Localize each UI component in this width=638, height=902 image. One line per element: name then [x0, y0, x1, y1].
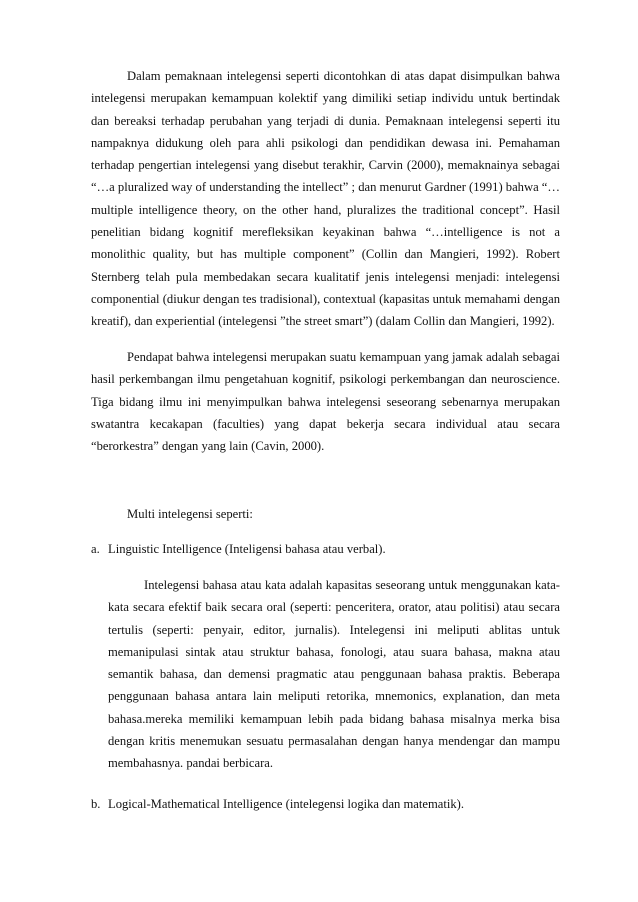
list-item-a-body: Intelegensi bahasa atau kata adalah kapasitas seseorang untuk menggunakan kata-kata secara efektif baik secara oral (seperti: penceritera, orator, atau politisi) atau secara tertulis (seperti: penyair, editor, jurnalis). Intelegensi ini meliputi ablitas untuk memanipulasi sintak atau struktur bahasa, fonologi, atau suara bahasa, makna atau semantik bahasa, dan demensi pragmatic atau penggunaan bahasa praktis. Beberapa penggunaan bahasa antara lain meliputi retorika, mnemonics, explanation, dan meta bahasa.mereka memiliki kemampuan lebih pada bidang bahasa misalnya merka bisa dengan kritis menemukan sesuatu permasalahan dengan hanya mendengar dan mampu membahasnya. pandai berbicara.: [108, 578, 560, 771]
list-marker-a: a.: [91, 542, 100, 556]
list-item-b: [91, 793, 560, 815]
paragraph-3: Multi intelegensi seperti:: [127, 507, 253, 521]
paragraph-2: Pendapat bahwa intelegensi merupakan suatu kemampuan yang jamak adalah sebagai hasil perkembangan ilmu pengetahuan kognitif, psikologi perkembangan dan neuroscience. Tiga bidang ilmu ini menyimpulkan bahwa intelegensi seseorang sebenarnya merupakan swatantra kecakapan (faculties) yang dapat bekerja secara individual atau secara “berorkestra” dengan yang lain (Cavin, 2000).: [91, 350, 560, 454]
list-item-b-title: Logical-Mathematical Intelligence (intelegensi logika dan matematik).: [108, 797, 464, 811]
paragraph-1: Dalam pemaknaan intelegensi seperti dicontohkan di atas dapat disimpulkan bahwa intelegensi merupakan kemampuan kolektif yang dimiliki setiap individu untuk bertindak dan bereaksi terhadap perubahan yang terjadi di dunia. Pemaknaan intelegensi seperti itu nampaknya didukung oleh para ahli psikologi dan pendidikan dewasa ini. Pemahaman terhadap pengertian intelegensi yang disebut terakhir, Carvin (2000), memaknainya sebagai “…a pluralized way of understanding the intellect” ; dan menurut Gardner (1991) bahwa “…multiple intelligence theory, on the other hand, pluralizes the traditional concept”. Hasil penelitian bidang kognitif merefleksikan keyakinan bahwa “…intelligence is not a monolithic quality, but has multiple component” (Collin dan Mangieri, 1992). Robert Sternberg telah pula membedakan secara kualitatif jenis intelegensi menjadi: intelegensi componential (diukur dengan tes tradisional), contextual (kapasitas untuk memahami dengan kreatif), dan experiential (intelegensi ”the street smart”) (dalam Collin dan Mangieri, 1992).: [91, 69, 560, 329]
list-item-a-title: Linguistic Intelligence (Inteligensi bahasa atau verbal).: [108, 542, 386, 556]
list-marker-b: b.: [91, 797, 101, 811]
list-item-a: [91, 538, 560, 560]
